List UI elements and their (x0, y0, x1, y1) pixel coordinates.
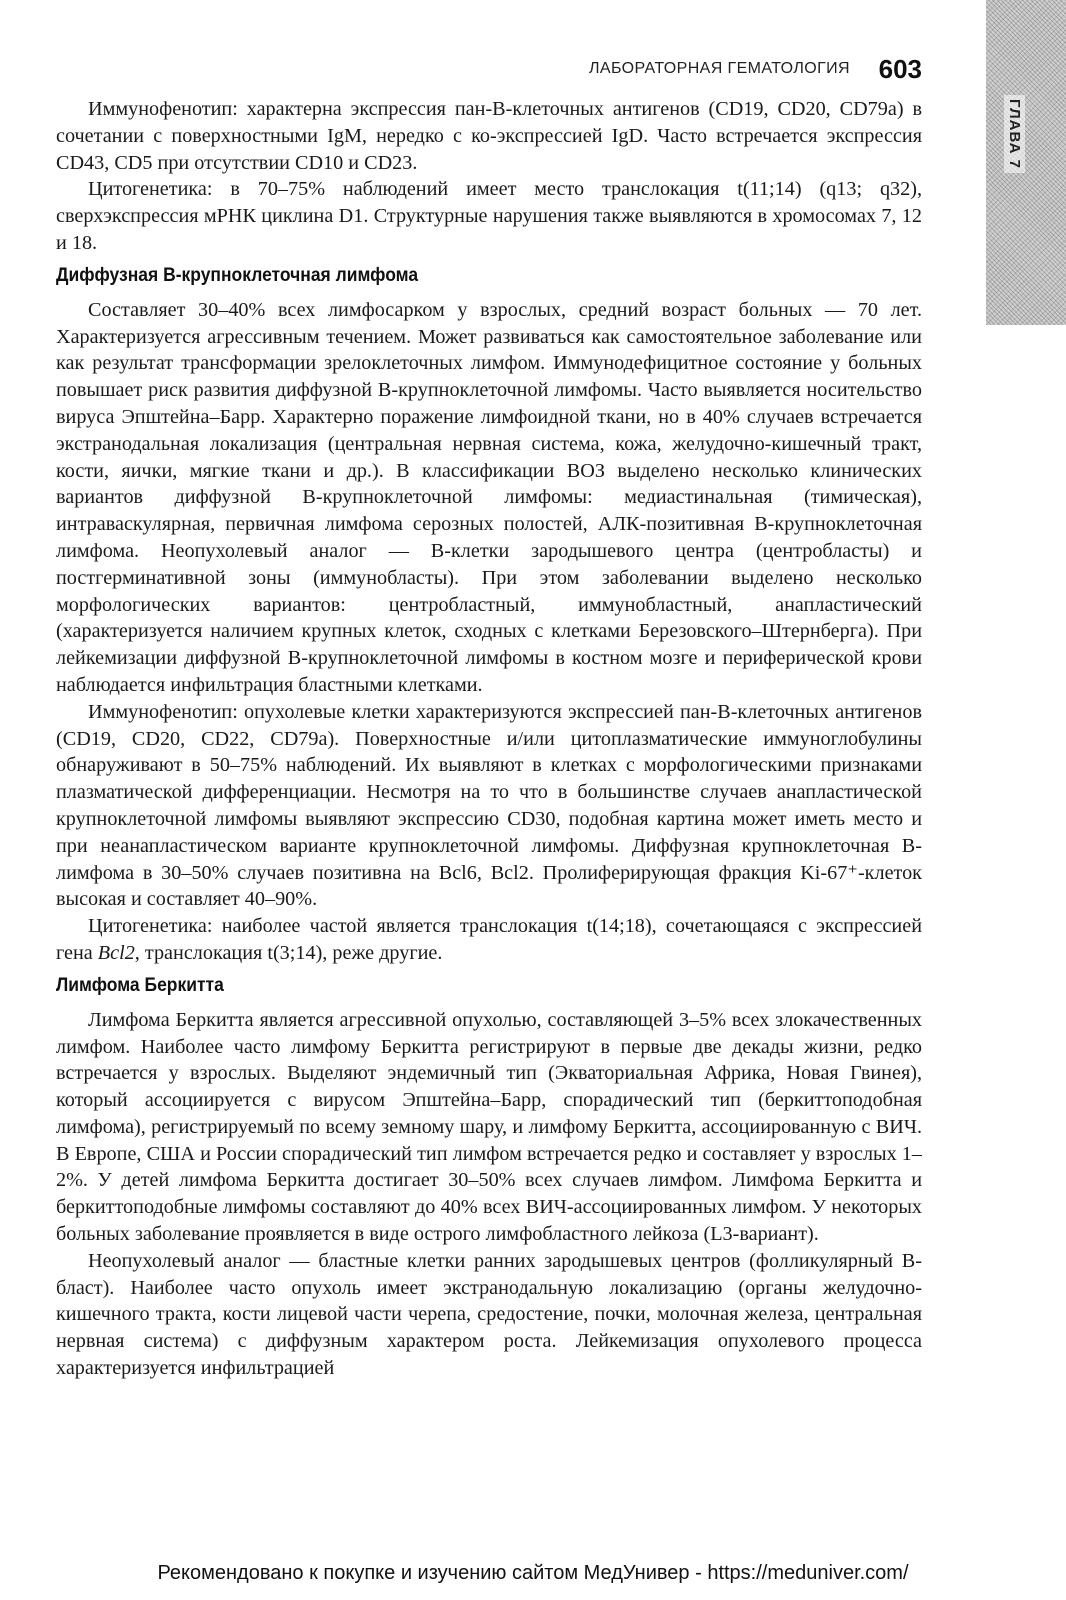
page-header (0, 52, 930, 92)
paragraph-burkitt-counterpart: Неопухолевый аналог — бластные клетки ранних зародышевых центров (фолликулярный В-бласт). Наиболее часто опухоль имеет экстранодальную локализацию (органы желудочно-кишечного тракта, кости лицевой части черепа, средостение, почки, молочная железа, центральная нервная система) с диффузным характером роста. Лейкемизация опухолевого процесса характеризуется инфильтрацией (56, 1249, 922, 1380)
paragraph-text: , транслокация t(3;14), реже другие. (134, 941, 443, 964)
page-body (56, 96, 922, 1382)
page-number: 603 (878, 54, 922, 84)
gene-name: Bcl2 (97, 941, 135, 964)
paragraph-text: Цитогенетика: наиболее частой является транслокация t(14;18), сочетающаяся с экспрессией гена (56, 915, 922, 964)
paragraph-dlbcl-cytogenetics (56, 913, 922, 967)
running-title: ЛАБОРАТОРНАЯ ГЕМАТОЛОГИЯ (588, 60, 850, 77)
chapter-side-tab (986, 0, 1066, 325)
paragraph-burkitt-overview: Лимфома Беркитта является агрессивной опухолью, составляющей 3–5% всех злокачественных лимфом. Наиболее часто лимфому Беркитта регистрируют в первые две декады жизни, редко встречается у взрослых. Выделяют эндемичный тип (Экваториальная Африка, Новая Гвинея), который ассоциируется с вирусом Эпштейна–Барр, спорадический тип (беркиттоподобная лимфома), регистрируемый по всему земному шару, и лимфому Беркитта, ассоциированную с ВИЧ. В Европе, США и России спорадический тип лимфом встречается редко и составляет у взрослых 1–2%. У детей лимфома Беркитта достигает 30–50% всех случаев лимфом. Лимфома Беркитта и беркиттоподобные лимфомы составляют до 40% всех ВИЧ-ассоциированных лимфом. У некоторых больных заболевание проявляется в виде острого лимфобластного лейкоза (L3-вариант). (56, 1008, 922, 1246)
chapter-label: ГЛАВА 7 (1004, 95, 1025, 173)
paragraph-dlbcl-overview: Составляет 30–40% всех лимфосарком у взрослых, средний возраст больных — 70 лет. Характеризуется агрессивным течением. Может развиваться как самостоятельное заболевание или как результат трансформации зрелоклеточных лимфом. Иммунодефицитное состояние у больных повышает риск развития диффузной В-крупноклеточной лимфомы. Часто выявляется носительство вируса Эпштейна–Барр. Характерно поражение лимфоидной ткани, но в 40% случаев встречается экстранодальная локализация (центральная нервная система, кожа, желудочно-кишечный тракт, кости, яички, мягкие ткани и др.). В классификации ВОЗ выделено несколько клинических вариантов диффузной В-крупноклеточной лимфомы: медиастинальная (тимическая), интраваскулярная, первичная лимфома серозных полостей, АЛК-позитивная В-крупноклеточная лимфома. Неопухолевый аналог — В-клетки зародышевого центра (центробласты) и постгерминативной зоны (иммунобласты). При этом заболевании выделено несколько морфологических вариантов: центробластный, иммунобластный, анапластический (характеризуется наличием крупных клеток, сходных с клетками Березовского–Штернберга). При лейкемизации диффузной В-крупноклеточной лимфомы в костном мозге и периферической крови наблюдается инфильтрация бластными клетками. (56, 298, 922, 696)
paragraph-immunophenotype-mantle: Иммунофенотип: характерна экспрессия пан-В-клеточных антигенов (CD19, CD20, CD79a) в сочетании с поверхностными IgM, нередко с ко-экспрессией IgD. Часто встречается экспрессия CD43, CD5 при отсутствии CD10 и CD23. (56, 98, 922, 174)
paragraph-dlbcl-immunophenotype: Иммунофенотип: опухолевые клетки характеризуются экспрессией пан-В-клеточных антигенов (CD19, CD20, CD22, CD79a). Поверхностные и/или цитоплазматические иммуноглобулины обнаруживают в 50–75% наблюдений. Их выявляют в клетках с морфологическими признаками плазматической дифференциации. Несмотря на то что в большинстве случаев анапластической крупноклеточной лимфомы выявляют экспрессию CD30, подобная картина может иметь место и при неанапластическом варианте крупноклеточной лимфомы. Диффузная крупноклеточная В-лимфома в 30–50% случаев позитивна на Bcl6, Bcl2. Пролиферирующая фракция Ki-67⁺-клеток высокая и составляет 40–90%. (56, 700, 922, 911)
footer-watermark: Рекомендовано к покупке и изучению сайтом МедУнивер - https://meduniver.com/ (157, 1562, 909, 1584)
section-heading-dlbcl: Диффузная В-крупноклеточная лимфома (56, 264, 419, 286)
paragraph-cytogenetics-mantle: Цитогенетика: в 70–75% наблюдений имеет место транслокация t(11;14) (q13; q32), сверхэкспрессия мРНК циклина D1. Структурные нарушения также выявляются в хромосомах 7, 12 и 18. (56, 178, 922, 254)
section-heading-burkitt: Лимфома Беркитта (56, 974, 224, 996)
